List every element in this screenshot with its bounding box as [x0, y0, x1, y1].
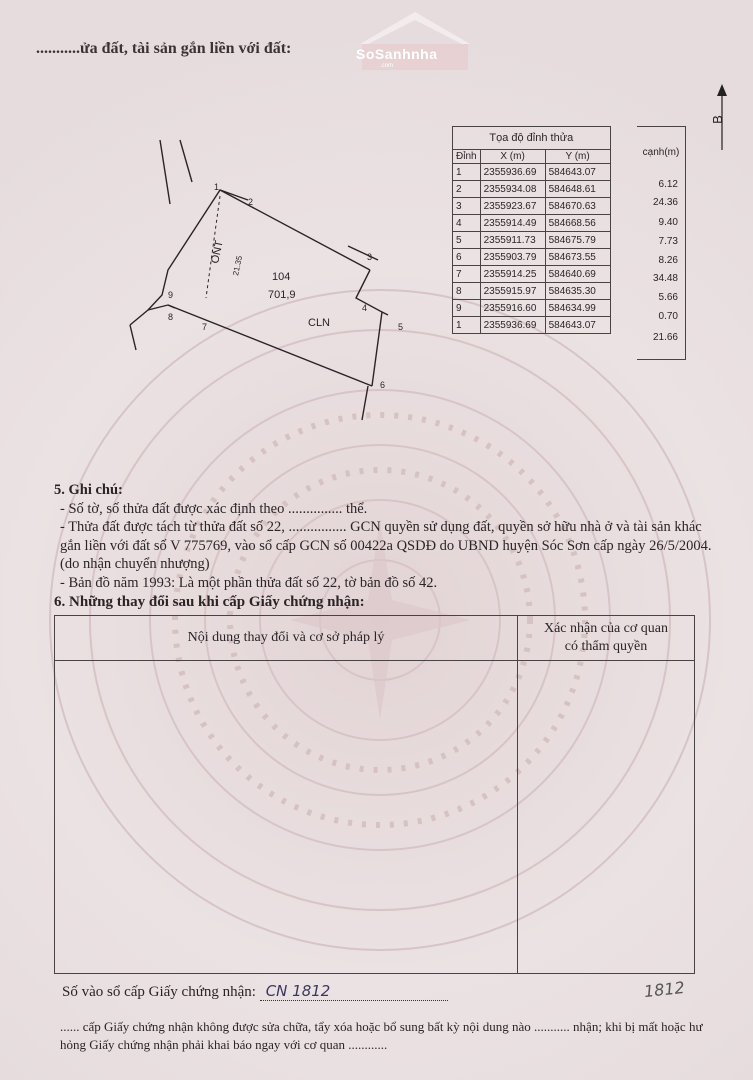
land-type-ont: ONT: [209, 239, 226, 265]
table-row: 9 2355916.60 584634.99: [453, 300, 611, 317]
logo-house-icon: [340, 6, 490, 74]
note-line: - Thửa đất được tách từ thửa đất số 22, ................ GCN quyền sử dụng đất, quyền sở hữu nhà ở và tài sản khác gắn liền với đất số V 775769, vào sổ cấp GCN số 00422a QSDĐ do UBND huyện Sóc Sơn cấp ngày 26/5/2004. (do nhận chuyển nhượng): [60, 519, 712, 572]
vertex-label-7: 7: [202, 322, 208, 332]
edge-value: 9.40: [658, 217, 678, 228]
footer-note: ...... cấp Giấy chứng nhận không được sửa chữa, tẩy xóa hoặc bổ sung bất kỳ nội dung nào ........... nhận; khi bị mất hoặc hư hỏng Giấy chứng nhận phải khai báo ngay với cơ quan ............: [60, 1019, 703, 1052]
parcel-plot: [120, 130, 440, 430]
parcel-area: 701,9: [268, 289, 296, 301]
registry-value: [260, 982, 448, 1001]
table-row: 2 2355934.08 584648.61: [453, 181, 611, 198]
logo-text: SoSanhnha: [356, 46, 438, 62]
changes-col-confirm: Xác nhận của cơ quan có thẩm quyền: [543, 621, 668, 654]
edge-value: 6.12: [658, 179, 678, 190]
vertex-label-5: 5: [398, 322, 404, 332]
col-y: Y (m): [545, 150, 610, 164]
note-line: - Bản đồ năm 1993: Là một phần thửa đất số 22, tờ bản đồ số 42.: [60, 574, 438, 591]
table-row: 1 2355936.69 584643.07: [453, 317, 611, 334]
vertex-label-9: 9: [168, 290, 174, 300]
vertex-label-1: 1: [214, 182, 220, 192]
edge-dim: 21.35: [231, 254, 245, 277]
notes-section: [54, 481, 714, 592]
registry-label: Số vào sổ cấp Giấy chứng nhận:: [62, 984, 256, 1000]
parcel-number: 104: [272, 271, 291, 283]
edge-value: 7.73: [658, 236, 678, 247]
edge-value: 8.26: [658, 255, 678, 266]
table-row: 1 2355936.69 584643.07: [453, 164, 611, 181]
changes-col-content: Nội dung thay đổi và cơ sở pháp lý: [187, 630, 385, 645]
registry-handwritten: CN 1812: [265, 982, 331, 1000]
edge-value: 5.66: [658, 292, 678, 303]
edge-value: 0.70: [658, 311, 678, 322]
changes-heading: 6. Những thay đổi sau khi cấp Giấy chứng nhận:: [54, 594, 365, 610]
logo-sub: .com: [380, 63, 394, 69]
section-4-heading: ...........ửa đất, tài sản gắn liền với đất:: [36, 40, 292, 57]
edge-length-column: [637, 126, 686, 360]
col-vertex: Đỉnh: [453, 150, 481, 164]
registry-line: [62, 984, 448, 1001]
table-row: 5 2355911.73 584675.79: [453, 232, 611, 249]
vertex-label-8: 8: [168, 312, 174, 322]
land-type-cln: CLN: [308, 317, 331, 329]
col-edge: cạnh(m): [642, 147, 680, 158]
vertex-label-2: 2: [248, 197, 254, 207]
col-x: X (m): [480, 150, 545, 164]
edge-value: 24.36: [652, 197, 678, 208]
table-row: 3 2355923.67 584670.63: [453, 198, 611, 215]
table-row: 6 2355903.79 584673.55: [453, 249, 611, 266]
coordinate-table: [452, 126, 611, 334]
table-row: 8 2355915.97 584635.30: [453, 283, 611, 300]
table-row: 4 2355914.49 584668.56: [453, 215, 611, 232]
edge-value: 21.66: [652, 332, 678, 343]
coord-title: Tọa độ đỉnh thửa: [453, 127, 611, 150]
notes-heading: 5. Ghi chú:: [54, 482, 123, 498]
edge-value: 34.48: [652, 273, 678, 284]
note-line: - Số tờ, số thửa đất được xác định theo ............... thể.: [60, 500, 368, 517]
registry-stamp: 1812: [643, 977, 686, 1002]
changes-table: [54, 615, 695, 974]
vertex-label-3: 3: [367, 252, 373, 262]
vertex-label-4: 4: [362, 303, 368, 313]
table-row: 7 2355914.25 584640.69: [453, 266, 611, 283]
north-label: B: [709, 115, 725, 124]
vertex-label-6: 6: [380, 380, 386, 390]
